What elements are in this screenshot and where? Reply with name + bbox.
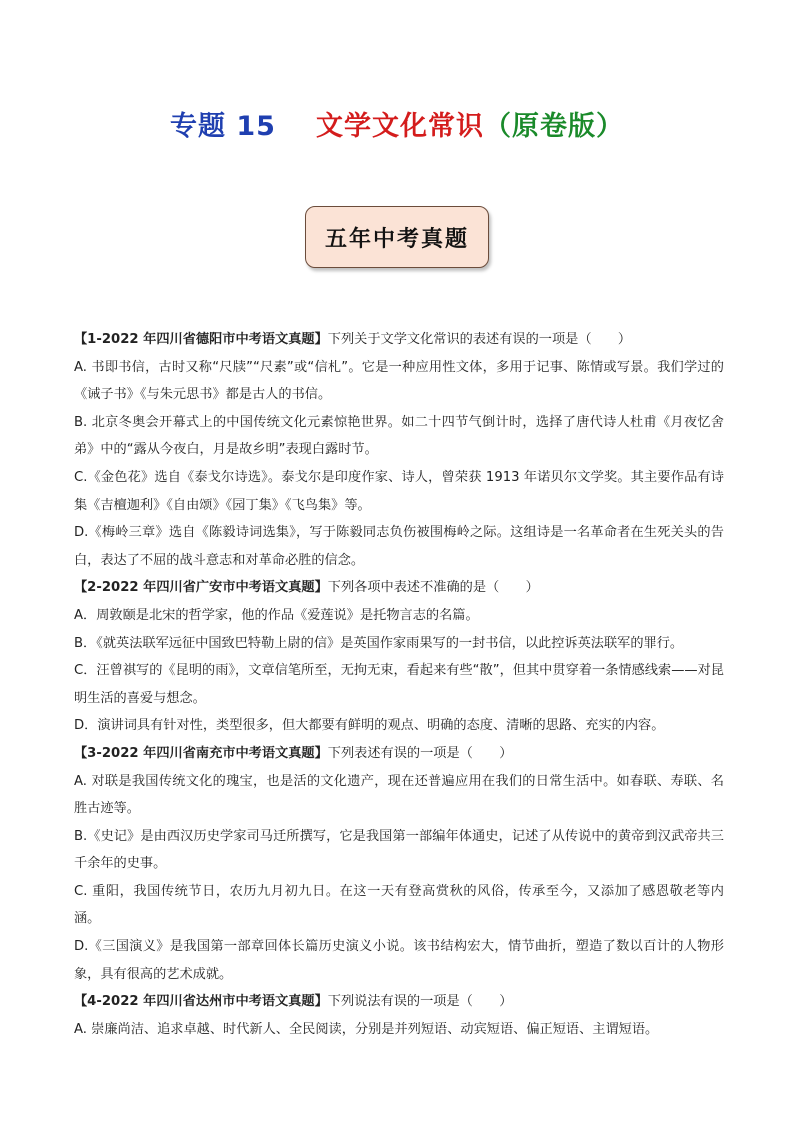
question-source-tag: 【1-2022 年四川省德阳市中考语文真题】 xyxy=(74,332,328,347)
question-list xyxy=(74,326,724,1043)
question-stem: 下列说法有误的一项是（ ） xyxy=(327,994,513,1010)
option-b: B.《史记》是由西汉历史学家司马迁所撰写，它是我国第一部编年体通史，记述了从传说中的黄帝到汉武帝共三千余年的史事。 xyxy=(74,828,724,872)
question-source-tag: 【2-2022 年四川省广安市中考语文真题】 xyxy=(74,580,328,596)
title-topic-name: 文学文化常识 xyxy=(315,111,484,142)
option-c: C．汪曾祺写的《昆明的雨》，文章信笔所至，无拘无束，看起来有些“散”，但其中贯穿着一条情感线索——对昆明生活的喜爱与想念。 xyxy=(74,663,724,706)
option-d: D．演讲词具有针对性，类型很多，但大都要有鲜明的观点、明确的态度、清晰的思路、充实的内容。 xyxy=(74,718,665,734)
option-b: B. 北京冬奥会开幕式上的中国传统文化元素惊艳世界。如二十四节气倒计时，选择了唐代诗人杜甫《月夜忆舍弟》中的“露从今夜白，月是故乡明”表现白露时节。 xyxy=(74,414,724,458)
question-2 xyxy=(74,574,724,740)
option-a: A. 崇廉尚洁、追求卓越、时代新人、全民阅读，分别是并列短语、动宾短语、偏正短语、主谓短语。 xyxy=(74,1021,659,1037)
question-source-tag: 【3-2022 年四川省南充市中考语文真题】 xyxy=(74,745,328,761)
option-c: C. 重阳，我国传统节日，农历九月初九日。在这一天有登高赏秋的风俗，传承至今，又添加了感恩敬老等内涵。 xyxy=(74,883,724,927)
question-1 xyxy=(74,326,724,574)
question-stem: 下列各项中表述不准确的是（ ） xyxy=(327,580,539,596)
question-stem: 下列表述有误的一项是（ ） xyxy=(327,745,513,761)
option-c: C.《金色花》选自《泰戈尔诗选》。泰戈尔是印度作家、诗人，曾荣获 1913 年诺贝尔文学奖。其主要作品有诗集《吉檀迦利》《自由颂》《园丁集》《飞鸟集》等。 xyxy=(74,469,724,513)
title-edition: （原卷版） xyxy=(483,111,624,142)
option-d: D.《梅岭三章》选自《陈毅诗词选集》，写于陈毅同志负伤被围梅岭之际。这组诗是一名革命者在生死关头的告白，表达了不屈的战斗意志和对革命必胜的信念。 xyxy=(74,525,724,568)
title-topic-number: 专题 15 xyxy=(170,111,276,142)
question-4 xyxy=(74,988,724,1043)
option-d: D.《三国演义》是我国第一部章回体长篇历史演义小说。该书结构宏大，情节曲折，塑造了数以百计的人物形象，具有很高的艺术成就。 xyxy=(74,939,724,982)
option-b: B．《就英法联军远征中国致巴特勒上尉的信》是英国作家雨果写的一封书信，以此控诉英法联军的罪行。 xyxy=(74,635,684,651)
section-label: 五年中考真题 xyxy=(324,225,469,252)
option-a: A. 书即书信，古时又称“尺牍”“尺素”或“信札”。它是一种应用性文体，多用于记事、陈情或写景。我们学过的《诫子书》《与朱元思书》都是古人的书信。 xyxy=(74,359,724,403)
option-a: A. 对联是我国传统文化的瑰宝，也是活的文化遗产，现在还普遍应用在我们的日常生活中。如春联、寿联、名胜古迹等。 xyxy=(74,773,724,817)
option-a: A．周敦颐是北宋的哲学家，他的作品《爱莲说》是托物言志的名篇。 xyxy=(74,607,479,623)
question-source-tag: 【4-2022 年四川省达州市中考语文真题】 xyxy=(74,994,328,1010)
question-3 xyxy=(74,740,724,988)
section-label-box xyxy=(305,206,489,268)
page-title xyxy=(0,104,794,143)
question-stem: 下列关于文学文化常识的表述有误的一项是（ ） xyxy=(327,332,632,347)
